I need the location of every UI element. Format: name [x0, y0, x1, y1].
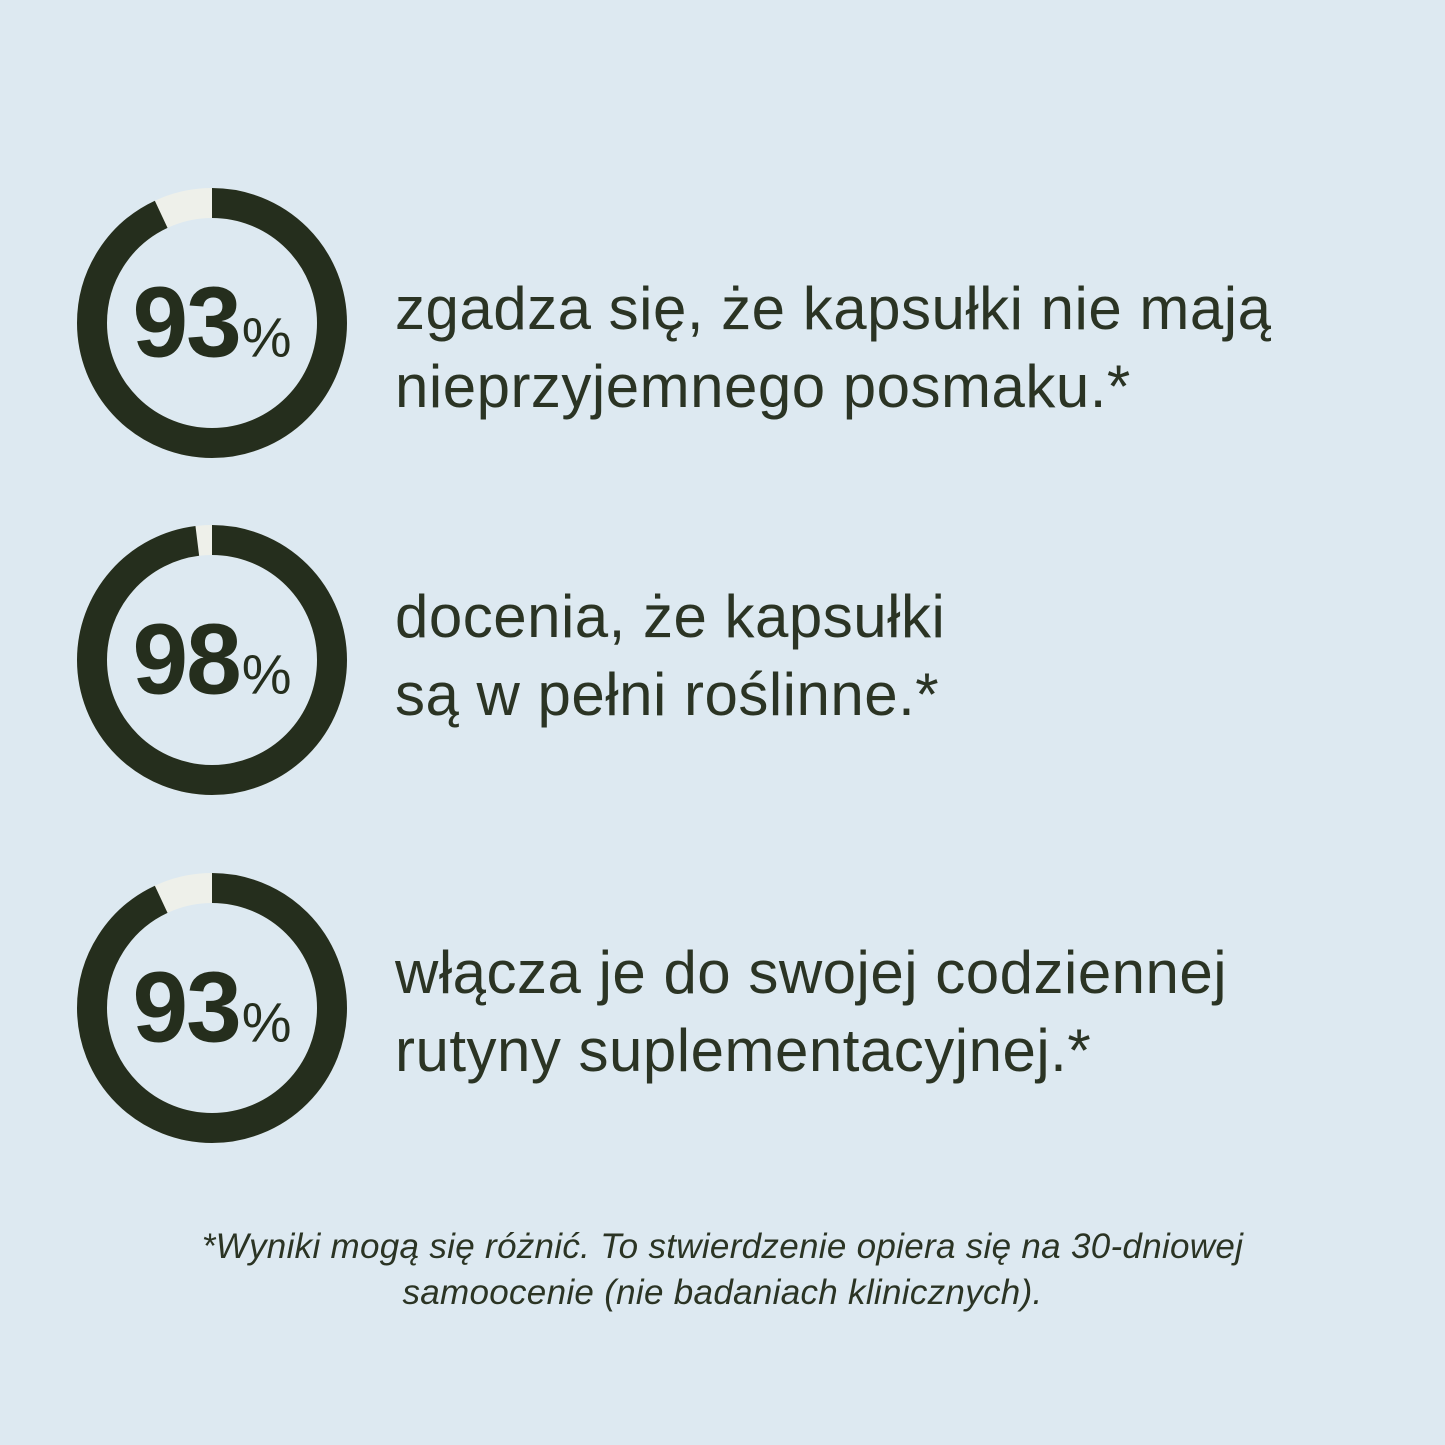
- percent-value: 93: [132, 266, 240, 379]
- stat-caption-3: [395, 934, 1227, 1090]
- footnote-line: *Wyniki mogą się różnić. To stwierdzenie opiera się na 30-dniowej: [201, 1227, 1244, 1266]
- stat-caption-2: [395, 578, 945, 734]
- stat-caption-line: są w pełni roślinne.*: [395, 661, 940, 728]
- percent-value: 93: [132, 951, 240, 1064]
- donut-chart-1: [77, 188, 347, 458]
- percent-label: [77, 951, 347, 1066]
- footnote: [0, 1224, 1445, 1316]
- stat-caption-line: rutyny suplementacyjnej.*: [395, 1017, 1092, 1084]
- stat-caption-1: [395, 270, 1271, 426]
- donut-chart-2: [77, 525, 347, 795]
- stat-caption-line: docenia, że kapsułki: [395, 583, 946, 650]
- stat-caption-line: nieprzyjemnego posmaku.*: [395, 353, 1131, 420]
- stat-caption-line: włącza je do swojej codziennej: [395, 939, 1228, 1006]
- percent-sign: %: [241, 305, 292, 369]
- percent-label: [77, 266, 347, 381]
- footnote-line: samoocenie (nie badaniach klinicznych).: [402, 1273, 1043, 1312]
- donut-chart-3: [77, 873, 347, 1143]
- stat-caption-line: zgadza się, że kapsułki nie mają: [395, 275, 1272, 342]
- percent-label: [77, 603, 347, 718]
- percent-sign: %: [241, 642, 292, 706]
- percent-sign: %: [241, 990, 292, 1054]
- percent-value: 98: [132, 603, 240, 716]
